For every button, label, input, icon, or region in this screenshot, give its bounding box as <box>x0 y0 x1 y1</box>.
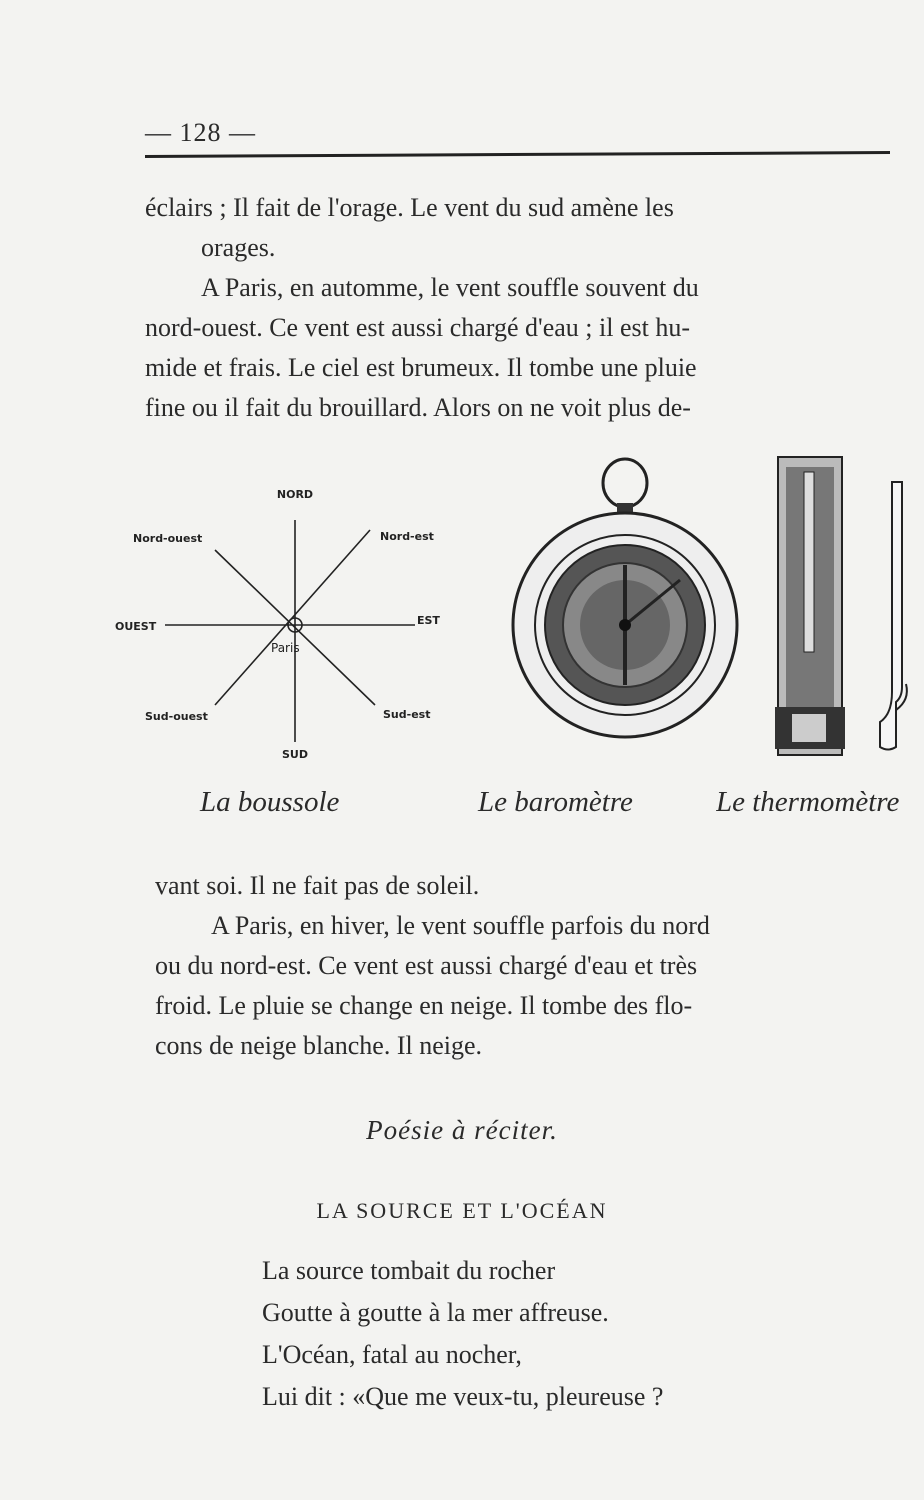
text-line: ou du nord-est. Ce vent est aussi chargé d'eau et très <box>155 951 698 980</box>
compass-ne-sw-line <box>215 530 370 705</box>
text-line: mide et frais. Le ciel est brumeux. Il tombe une pluie <box>145 353 697 382</box>
poem-title: LA SOURCE ET L'OCÉAN <box>316 1198 608 1223</box>
header-rule <box>145 151 890 158</box>
text-line: A Paris, en automme, le vent souffle souvent du <box>201 273 699 302</box>
compass-center-label: Paris <box>271 641 300 655</box>
compass-northwest-label: Nord-ouest <box>133 532 203 545</box>
poem-heading: Poésie à réciter. <box>366 1115 558 1145</box>
text-line: nord-ouest. Ce vent est aussi chargé d'eau ; il est hu- <box>145 313 691 342</box>
text-line: éclairs ; Il fait de l'orage. Le vent du sud amène les <box>145 193 674 222</box>
poem-stanza <box>262 1250 663 1418</box>
barometer-caption: Le baromètre <box>478 786 633 818</box>
compass-northeast-label: Nord-est <box>380 530 434 543</box>
compass-caption: La boussole <box>200 786 340 818</box>
poem-line: La source tombait du rocher <box>262 1256 556 1285</box>
compass-southwest-label: Sud-ouest <box>145 710 208 723</box>
barometer-figure <box>505 455 745 755</box>
page-number: — 128 — <box>145 118 256 147</box>
poem-line: L'Océan, fatal au nocher, <box>262 1340 522 1369</box>
thermometer-figure <box>770 452 915 762</box>
text-line: orages. <box>201 233 276 262</box>
thermometer-caption: Le thermomètre <box>716 786 900 818</box>
compass-southeast-label: Sud-est <box>383 708 431 721</box>
compass-west-label: OUEST <box>115 620 157 633</box>
paragraph-2 <box>155 866 890 1066</box>
paragraph-1 <box>145 188 890 428</box>
poem-line: Lui dit : «Que me veux-tu, pleureuse ? <box>262 1382 664 1411</box>
compass-east-label: EST <box>417 614 440 627</box>
compass-north-label: NORD <box>276 488 314 501</box>
text-line: froid. Le pluie se change en neige. Il tombe des flo- <box>155 991 693 1020</box>
compass-figure <box>105 480 465 770</box>
text-line: vant soi. Il ne fait pas de soleil. <box>155 871 480 900</box>
text-line: cons de neige blanche. Il neige. <box>155 1031 483 1060</box>
compass-south-label: SUD <box>282 748 308 761</box>
text-line: fine ou il fait du brouillard. Alors on ne voit plus de- <box>145 393 691 422</box>
text-line: A Paris, en hiver, le vent souffle parfois du nord <box>211 911 710 940</box>
poem-line: Goutte à goutte à la mer affreuse. <box>262 1298 609 1327</box>
